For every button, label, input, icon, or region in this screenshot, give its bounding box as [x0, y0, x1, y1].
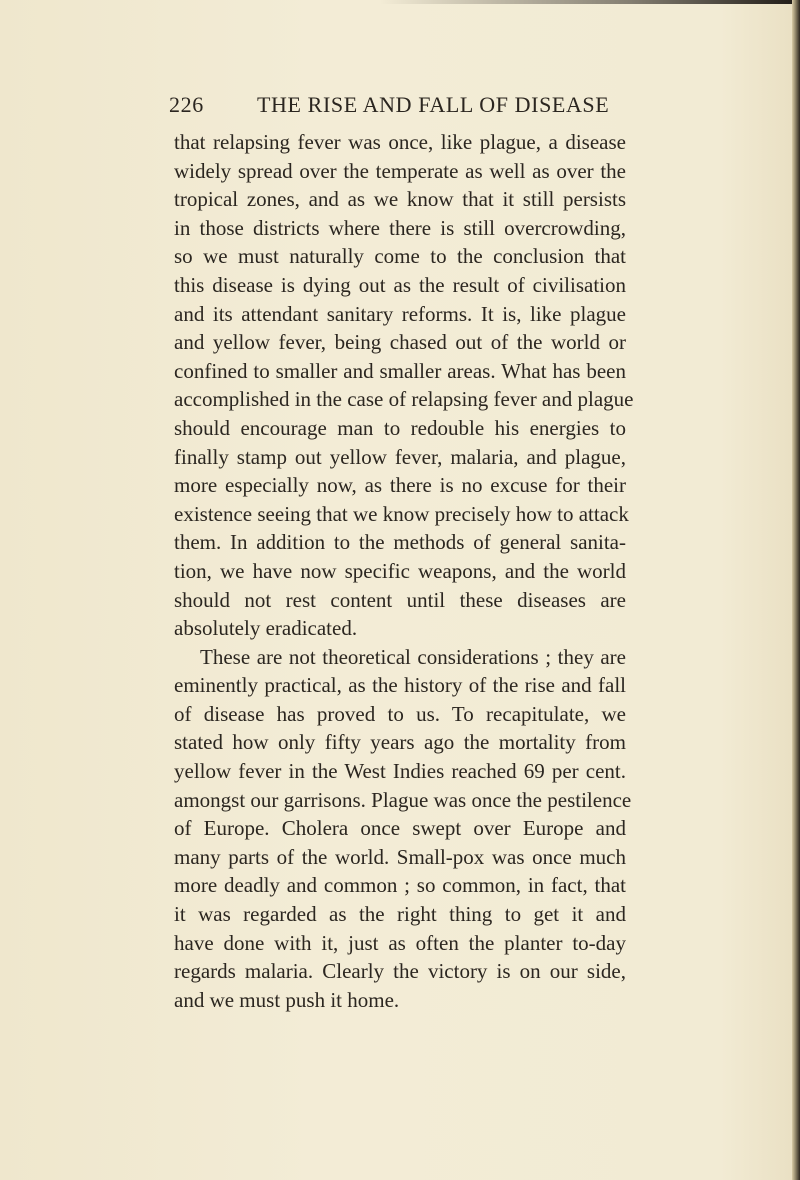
page-header — [169, 92, 649, 126]
text-line: this disease is dying out as the result of civilisation — [174, 272, 626, 297]
running-head: THE RISE AND FALL OF DISEASE — [257, 92, 610, 117]
text-line: tropical zones, and as we know that it still persists — [174, 187, 626, 212]
text-line: should not rest content until these diseases are — [174, 587, 626, 612]
text-line: and yellow fever, being chased out of the world or — [174, 330, 626, 355]
text-line: have done with it, just as often the planter to-day — [174, 930, 626, 955]
text-line: yellow fever in the West Indies reached 69 per cent. — [174, 759, 626, 784]
paragraph-first-line: These are not theoretical considerations ; they are — [200, 644, 626, 669]
page-number: 226 — [169, 92, 204, 117]
text-line: amongst our garrisons. Plague was once the pestilence — [174, 787, 632, 812]
body-text — [174, 128, 634, 1014]
paragraph-last-line: and we must push it home. — [174, 987, 400, 1012]
paragraph-last-line: absolutely eradicated. — [174, 616, 358, 641]
text-line: that relapsing fever was once, like plague, a disease — [174, 130, 626, 154]
text-line: many parts of the world. Small-pox was once much — [174, 844, 626, 869]
page-top-edge-shadow — [380, 0, 800, 4]
text-line: in those districts where there is still overcrowding, — [174, 215, 626, 240]
text-line: stated how only fifty years ago the mortality from — [174, 730, 626, 755]
text-line: and its attendant sanitary reforms. It is, like plague — [174, 301, 626, 326]
text-line: should encourage man to redouble his energies to — [174, 415, 626, 440]
text-line: tion, we have now specific weapons, and the world — [174, 558, 626, 583]
text-line: confined to smaller and smaller areas. What has been — [174, 358, 626, 383]
text-line: it was regarded as the right thing to get it and — [174, 902, 626, 927]
text-line: them. In addition to the methods of general sanita- — [174, 530, 626, 555]
text-line: of disease has proved to us. To recapitulate, we — [174, 701, 626, 726]
text-line: existence seeing that we know precisely how to attack — [174, 501, 629, 526]
text-line: regards malaria. Clearly the victory is on our side, — [174, 959, 626, 984]
text-line: widely spread over the temperate as well as over the — [174, 158, 626, 183]
text-line: so we must naturally come to the conclusion that — [174, 244, 626, 269]
text-line: of Europe. Cholera once swept over Europe and — [174, 816, 626, 841]
text-line: accomplished in the case of relapsing fever and plague — [174, 387, 634, 412]
text-line: more deadly and common ; so common, in fact, that — [174, 873, 626, 898]
text-line: finally stamp out yellow fever, malaria, and plague, — [174, 444, 626, 469]
page-binding-edge — [792, 0, 800, 1180]
text-line: more especially now, as there is no excuse for their — [174, 473, 626, 498]
text-line: eminently practical, as the history of the rise and fall — [174, 673, 626, 698]
